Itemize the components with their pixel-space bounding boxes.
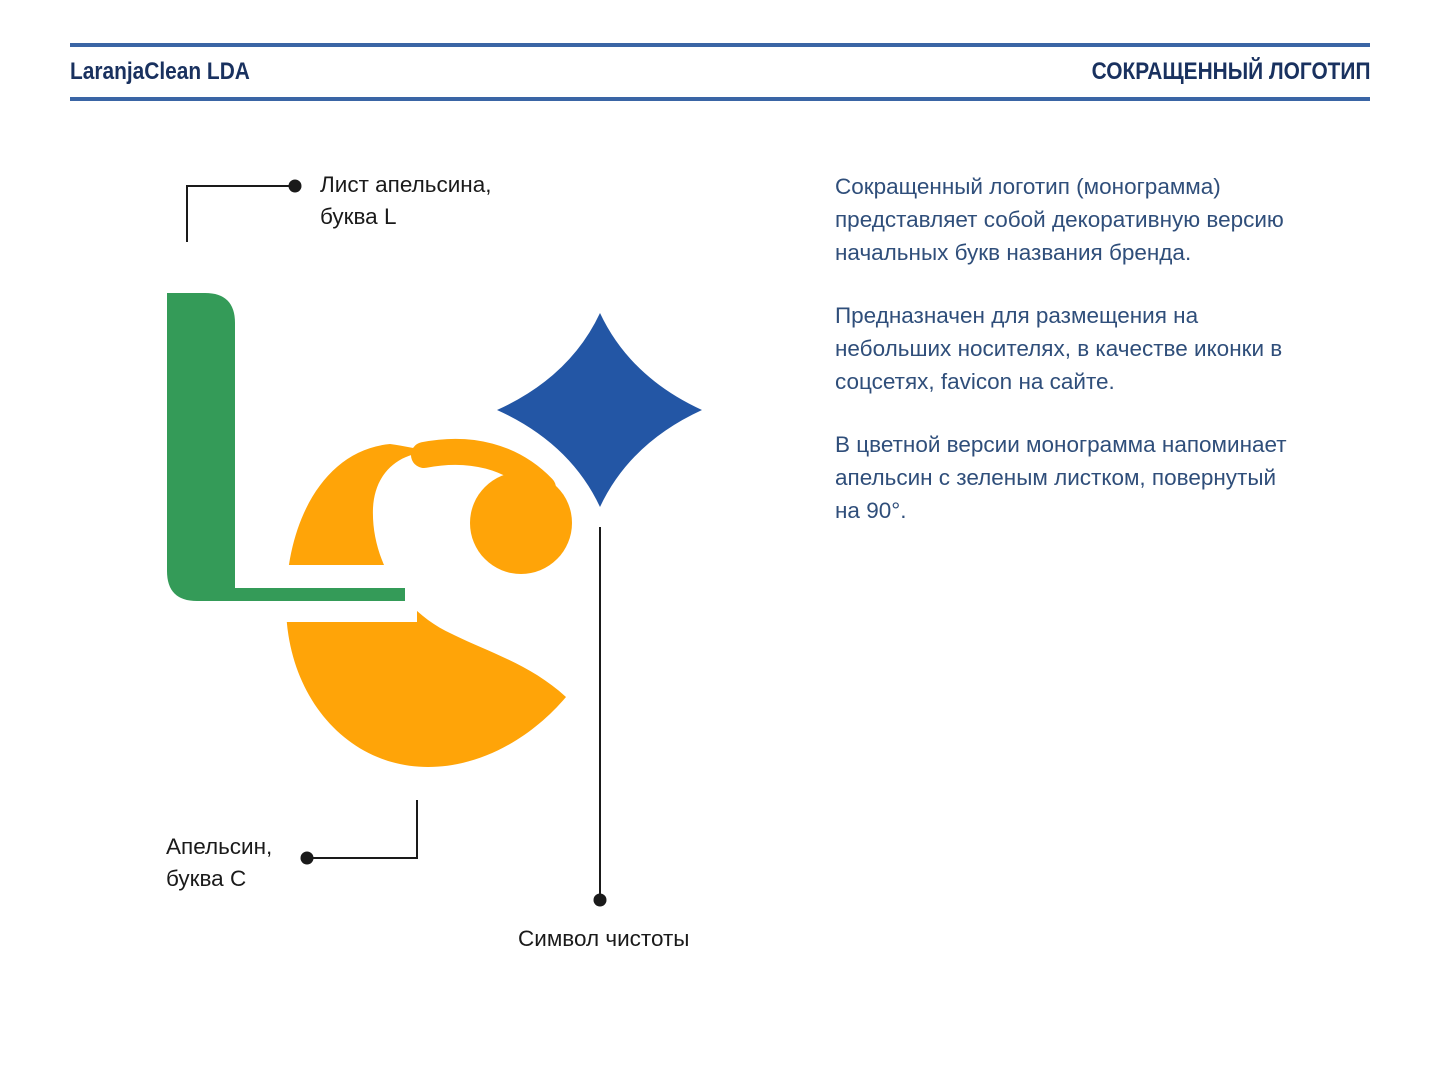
paragraph-line: небольших носителях, в качестве иконки в xyxy=(835,336,1283,361)
orange-callout-label-line1: Апельсин, xyxy=(166,834,273,859)
company-name: LaranjaClean LDA xyxy=(70,58,250,85)
orange-callout-label xyxy=(166,831,272,895)
description-paragraph-3 xyxy=(835,428,1355,527)
leaf-callout-label-line2: буква L xyxy=(320,204,397,229)
letter-c-ball-terminal xyxy=(470,472,572,574)
paragraph-line: Сокращенный логотип (монограмма) xyxy=(835,174,1221,199)
orange-callout-label-line2: буква C xyxy=(166,866,247,891)
orange-callout-line xyxy=(301,800,418,865)
leaf-callout-label-line1: Лист апельсина, xyxy=(320,172,492,197)
description-paragraph-2 xyxy=(835,299,1355,398)
paragraph-line: апельсин с зеленым листком, повернутый xyxy=(835,465,1277,490)
purity-callout-label: Символ чистоты xyxy=(518,926,690,951)
description-paragraph-1 xyxy=(835,170,1355,269)
paragraph-line: соцсетях, favicon на сайте. xyxy=(835,369,1115,394)
leaf-callout-label xyxy=(320,169,491,233)
paragraph-line: на 90°. xyxy=(835,498,907,523)
paragraph-line: представляет собой декоративную версию xyxy=(835,207,1284,232)
page-title: СОКРАЩЕННЫЙ ЛОГОТИП xyxy=(1091,58,1370,85)
paragraph-line: В цветной версии монограмма напоминает xyxy=(835,432,1287,457)
purity-callout-line xyxy=(594,527,607,907)
paragraph-line: начальных букв названия бренда. xyxy=(835,240,1192,265)
leaf-callout-line xyxy=(187,180,302,243)
paragraph-line: Предназначен для размещения на xyxy=(835,303,1199,328)
logo-description xyxy=(835,170,1355,557)
